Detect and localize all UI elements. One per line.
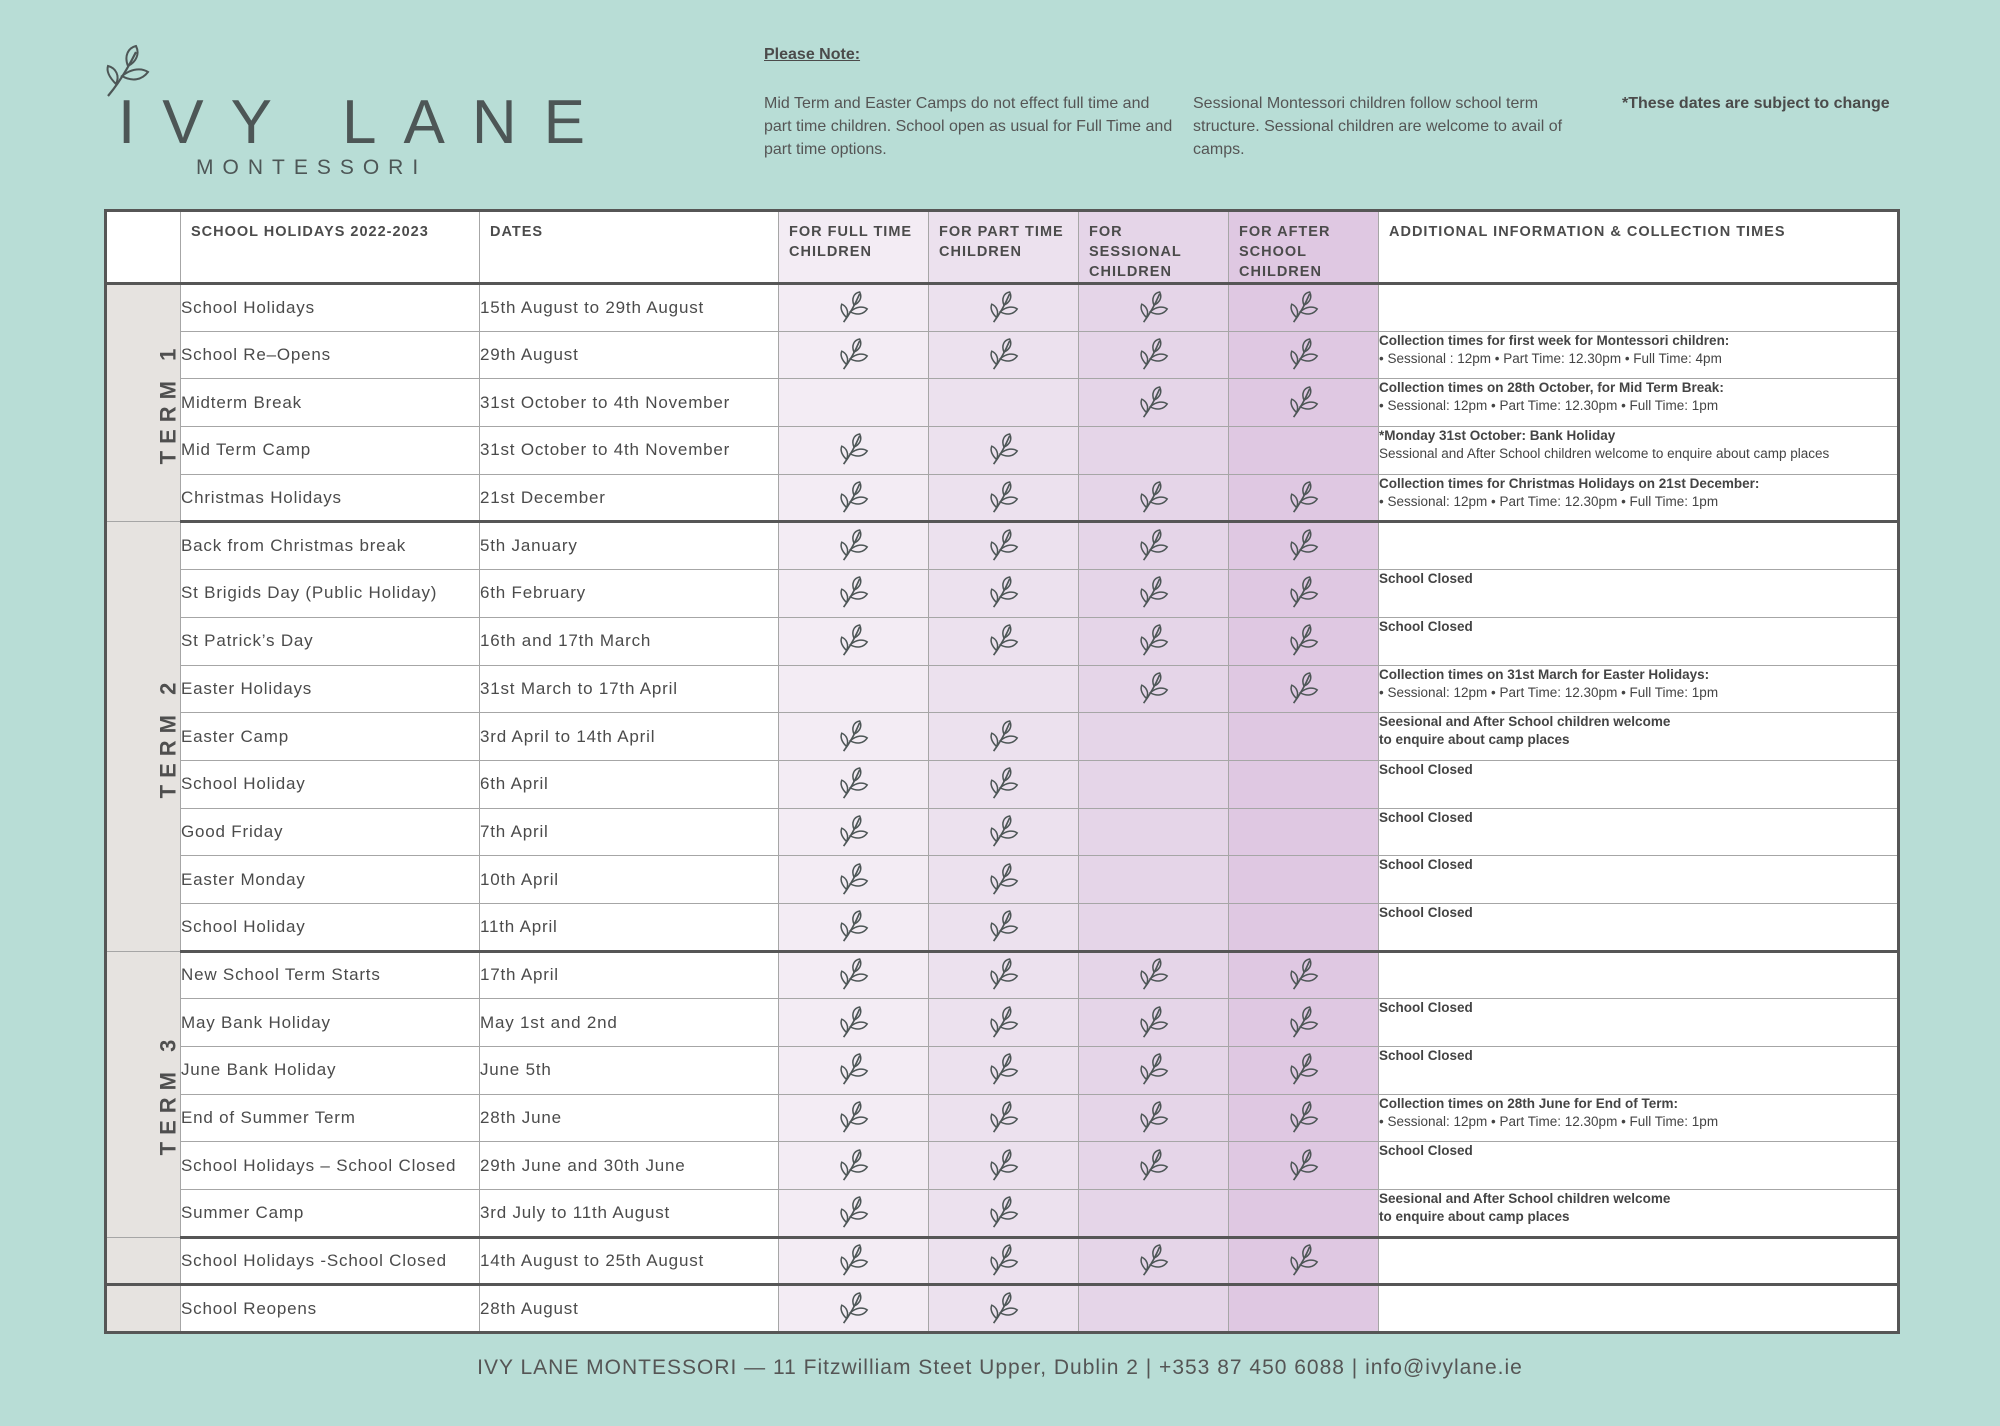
ivy-leaf-icon <box>1137 575 1171 611</box>
availability-cell <box>1079 713 1229 761</box>
availability-cell <box>929 1285 1079 1333</box>
table-row <box>106 951 1899 999</box>
holiday-name: School Holiday <box>181 903 480 951</box>
info-body: • Sessional: 12pm • Part Time: 12.30pm • Full Time: 1pm <box>1379 398 1719 414</box>
note-camps: Mid Term and Easter Camps do not effect full time and part time children. School open as usual for Full Time and part time options. <box>764 95 1173 158</box>
holiday-dates: May 1st and 2nd <box>480 999 779 1047</box>
availability-cell <box>929 284 1079 332</box>
availability-cell <box>1079 856 1229 904</box>
availability-cell <box>929 856 1079 904</box>
header-sessional: FOR SESSIONAL CHILDREN <box>1079 211 1229 284</box>
ivy-leaf-icon <box>837 862 871 898</box>
ivy-leaf-icon <box>837 719 871 755</box>
table-row <box>106 284 1899 332</box>
availability-cell <box>929 570 1079 618</box>
term-cell <box>106 522 181 951</box>
holiday-name: Easter Camp <box>181 713 480 761</box>
availability-cell <box>1229 665 1379 713</box>
holiday-dates: 14th August to 25th August <box>480 1237 779 1285</box>
ivy-leaf-icon <box>837 1291 871 1327</box>
holiday-dates: 6th April <box>480 760 779 808</box>
ivy-leaf-icon <box>837 1005 871 1041</box>
table-row <box>106 999 1899 1047</box>
ivy-leaf-icon <box>987 719 1021 755</box>
availability-cell <box>1229 284 1379 332</box>
ivy-leaf-icon <box>837 623 871 659</box>
ivy-leaf-icon <box>1137 480 1171 516</box>
ivy-leaf-icon <box>987 957 1021 993</box>
holiday-dates: 29th August <box>480 331 779 379</box>
ivy-leaf-icon <box>987 1291 1021 1327</box>
holiday-name: School Holidays – School Closed <box>181 1142 480 1190</box>
table-row <box>106 808 1899 856</box>
info-title: School Closed <box>1379 618 1473 634</box>
info-title: Seesional and After School children welcome <box>1379 714 1671 730</box>
table-row <box>106 331 1899 379</box>
note-subject-to-change: *These dates are subject to change <box>1622 95 1890 112</box>
holiday-name: School Holiday <box>181 760 480 808</box>
ivy-leaf-icon <box>837 1195 871 1231</box>
table-row <box>106 1190 1899 1238</box>
term-label: TERM 3 <box>155 1032 181 1156</box>
availability-cell <box>779 856 929 904</box>
info-title: School Closed <box>1379 809 1473 825</box>
holiday-dates: 31st October to 4th November <box>480 379 779 427</box>
table-row <box>106 427 1899 475</box>
term-label: TERM 1 <box>155 341 181 465</box>
holiday-dates: 15th August to 29th August <box>480 284 779 332</box>
additional-info <box>1379 903 1899 951</box>
header-full-time: FOR FULL TIME CHILDREN <box>779 211 929 284</box>
info-body: to enquire about camp places <box>1379 1209 1570 1225</box>
table-row <box>106 1142 1899 1190</box>
ivy-leaf-icon <box>837 1148 871 1184</box>
availability-cell <box>1229 570 1379 618</box>
availability-cell <box>929 474 1079 522</box>
info-title: School Closed <box>1379 571 1473 587</box>
holiday-dates: 29th June and 30th June <box>480 1142 779 1190</box>
holiday-name: Back from Christmas break <box>181 522 480 570</box>
holiday-name: Good Friday <box>181 808 480 856</box>
ivy-leaf-icon <box>1287 671 1321 707</box>
additional-info <box>1379 379 1899 427</box>
availability-cell <box>929 1142 1079 1190</box>
holiday-dates: 17th April <box>480 951 779 999</box>
ivy-leaf-icon <box>837 957 871 993</box>
additional-info <box>1379 522 1899 570</box>
ivy-leaf-icon <box>987 575 1021 611</box>
ivy-leaf-icon <box>987 480 1021 516</box>
ivy-leaf-icon <box>987 528 1021 564</box>
table-row <box>106 760 1899 808</box>
additional-info <box>1379 427 1899 475</box>
header-part-time: FOR PART TIME CHILDREN <box>929 211 1079 284</box>
holiday-name: Christmas Holidays <box>181 474 480 522</box>
ivy-leaf-icon <box>1287 528 1321 564</box>
info-body: • Sessional: 12pm • Part Time: 12.30pm • Full Time: 1pm <box>1379 1113 1719 1129</box>
additional-info <box>1379 808 1899 856</box>
availability-cell <box>779 1285 929 1333</box>
holiday-dates: 6th February <box>480 570 779 618</box>
availability-cell <box>929 1190 1079 1238</box>
logo-name: IVY LANE <box>118 88 613 157</box>
ivy-leaf-icon <box>1137 1052 1171 1088</box>
ivy-leaf-icon <box>987 623 1021 659</box>
info-title: Collection times for Christmas Holidays on 21st December: <box>1379 475 1760 491</box>
ivy-leaf-icon <box>1137 1148 1171 1184</box>
holiday-dates: 31st March to 17th April <box>480 665 779 713</box>
ivy-leaf-icon <box>1287 957 1321 993</box>
availability-cell <box>929 1047 1079 1095</box>
additional-info <box>1379 284 1899 332</box>
logo-subtitle: MONTESSORI <box>196 156 428 179</box>
availability-cell <box>929 951 1079 999</box>
availability-cell <box>1229 1094 1379 1142</box>
ivy-leaf-icon <box>1287 290 1321 326</box>
availability-cell <box>1079 379 1229 427</box>
ivy-leaf-icon <box>1287 480 1321 516</box>
ivy-leaf-icon <box>837 909 871 945</box>
additional-info <box>1379 951 1899 999</box>
additional-info <box>1379 570 1899 618</box>
holiday-name: New School Term Starts <box>181 951 480 999</box>
additional-info <box>1379 856 1899 904</box>
holiday-name: May Bank Holiday <box>181 999 480 1047</box>
additional-info <box>1379 713 1899 761</box>
holiday-name: School Holidays <box>181 284 480 332</box>
availability-cell <box>1079 951 1229 999</box>
ivy-leaf-icon <box>1137 623 1171 659</box>
table-row <box>106 856 1899 904</box>
info-title: School Closed <box>1379 1000 1473 1016</box>
availability-cell <box>929 713 1079 761</box>
availability-cell <box>779 1190 929 1238</box>
ivy-leaf-icon <box>1287 385 1321 421</box>
availability-cell <box>1229 1142 1379 1190</box>
availability-cell <box>779 522 929 570</box>
header-term <box>106 211 181 284</box>
availability-cell <box>1079 1190 1229 1238</box>
availability-cell <box>1079 903 1229 951</box>
holiday-dates: 21st December <box>480 474 779 522</box>
availability-cell <box>779 760 929 808</box>
info-title: School Closed <box>1379 857 1473 873</box>
ivy-leaf-icon <box>837 290 871 326</box>
availability-cell <box>1229 1237 1379 1285</box>
ivy-leaf-icon <box>837 575 871 611</box>
holiday-calendar-table <box>104 209 1900 1334</box>
info-title: Collection times on 31st March for Easter Holidays: <box>1379 666 1710 682</box>
ivy-leaf-icon <box>987 1052 1021 1088</box>
ivy-leaf-icon <box>1287 1243 1321 1279</box>
availability-cell <box>1229 1190 1379 1238</box>
info-title: School Closed <box>1379 1143 1473 1159</box>
additional-info <box>1379 1285 1899 1333</box>
availability-cell <box>779 570 929 618</box>
ivy-leaf-icon <box>987 909 1021 945</box>
availability-cell <box>1079 1285 1229 1333</box>
ivy-leaf-icon <box>1137 528 1171 564</box>
availability-cell <box>1229 999 1379 1047</box>
ivy-leaf-icon <box>1137 1243 1171 1279</box>
availability-cell <box>1229 522 1379 570</box>
table-row <box>106 474 1899 522</box>
table-row <box>106 570 1899 618</box>
table-row <box>106 1285 1899 1333</box>
availability-cell <box>779 331 929 379</box>
holiday-name: Easter Monday <box>181 856 480 904</box>
holiday-name: School Holidays -School Closed <box>181 1237 480 1285</box>
ivy-leaf-icon <box>1137 671 1171 707</box>
term-cell <box>106 951 181 1237</box>
availability-cell <box>929 665 1079 713</box>
ivy-leaf-icon <box>837 480 871 516</box>
availability-cell <box>1079 1047 1229 1095</box>
availability-cell <box>929 379 1079 427</box>
holiday-dates: 3rd July to 11th August <box>480 1190 779 1238</box>
term-label: TERM 2 <box>155 675 181 798</box>
additional-info <box>1379 331 1899 379</box>
ivy-leaf-icon <box>1287 1005 1321 1041</box>
availability-cell <box>779 999 929 1047</box>
holiday-dates: 28th June <box>480 1094 779 1142</box>
term-cell <box>106 1237 181 1285</box>
info-title: Collection times on 28th June for End of Term: <box>1379 1095 1679 1111</box>
holiday-dates: 16th and 17th March <box>480 617 779 665</box>
note-sessional: Sessional Montessori children follow school term structure. Sessional children are welcome to avail of camps. <box>1193 95 1563 158</box>
availability-cell <box>929 1094 1079 1142</box>
availability-cell <box>1229 379 1379 427</box>
holiday-name: Easter Holidays <box>181 665 480 713</box>
table-row <box>106 1237 1899 1285</box>
holiday-name: End of Summer Term <box>181 1094 480 1142</box>
availability-cell <box>779 1094 929 1142</box>
holiday-name: St Patrick’s Day <box>181 617 480 665</box>
ivy-leaf-icon <box>987 766 1021 802</box>
additional-info <box>1379 999 1899 1047</box>
table-row <box>106 903 1899 951</box>
availability-cell <box>779 951 929 999</box>
additional-info <box>1379 1047 1899 1095</box>
availability-cell <box>779 903 929 951</box>
additional-info <box>1379 474 1899 522</box>
ivy-leaf-icon <box>987 814 1021 850</box>
header-info: ADDITIONAL INFORMATION & COLLECTION TIMES <box>1379 211 1899 284</box>
availability-cell <box>929 999 1079 1047</box>
availability-cell <box>1079 760 1229 808</box>
availability-cell <box>1229 713 1379 761</box>
info-body: to enquire about camp places <box>1379 732 1570 748</box>
availability-cell <box>1229 1285 1379 1333</box>
ivy-leaf-icon <box>1137 337 1171 373</box>
holiday-dates: 31st October to 4th November <box>480 427 779 475</box>
availability-cell <box>929 522 1079 570</box>
ivy-leaf-icon <box>987 1195 1021 1231</box>
header-after-school: FOR AFTER SCHOOL CHILDREN <box>1229 211 1379 284</box>
ivy-leaf-icon <box>1137 385 1171 421</box>
header-holiday: SCHOOL HOLIDAYS 2022-2023 <box>181 211 480 284</box>
additional-info <box>1379 665 1899 713</box>
availability-cell <box>1079 665 1229 713</box>
info-body: Sessional and After School children welcome to enquire about camp places <box>1379 446 1830 462</box>
additional-info <box>1379 1237 1899 1285</box>
additional-info <box>1379 1094 1899 1142</box>
holiday-name: Summer Camp <box>181 1190 480 1238</box>
ivy-leaf-icon <box>837 766 871 802</box>
availability-cell <box>779 284 929 332</box>
availability-cell <box>929 1237 1079 1285</box>
ivy-leaf-icon <box>1287 1148 1321 1184</box>
note-title: Please Note: <box>764 46 861 63</box>
table-row <box>106 665 1899 713</box>
ivy-leaf-icon <box>987 290 1021 326</box>
availability-cell <box>1229 617 1379 665</box>
ivy-leaf-icon <box>1287 1100 1321 1136</box>
footer-contact: IVY LANE MONTESSORI — 11 Fitzwilliam Steet Upper, Dublin 2 | +353 87 450 6088 | info@ivylane.ie <box>477 1356 1523 1379</box>
availability-cell <box>1229 856 1379 904</box>
ivy-leaf-icon <box>837 1243 871 1279</box>
ivy-leaf-icon <box>987 337 1021 373</box>
info-title: School Closed <box>1379 904 1473 920</box>
availability-cell <box>1079 522 1229 570</box>
availability-cell <box>1229 1047 1379 1095</box>
holiday-dates: 11th April <box>480 903 779 951</box>
availability-cell <box>779 665 929 713</box>
availability-cell <box>779 713 929 761</box>
availability-cell <box>779 1047 929 1095</box>
availability-cell <box>779 1237 929 1285</box>
holiday-dates: 3rd April to 14th April <box>480 713 779 761</box>
ivy-leaf-icon <box>837 337 871 373</box>
table-row <box>106 1094 1899 1142</box>
table-row <box>106 522 1899 570</box>
holiday-dates: 10th April <box>480 856 779 904</box>
info-title: *Monday 31st October: Bank Holiday <box>1379 428 1616 444</box>
additional-info <box>1379 760 1899 808</box>
ivy-leaf-icon <box>1137 1100 1171 1136</box>
availability-cell <box>1079 474 1229 522</box>
additional-info <box>1379 1190 1899 1238</box>
availability-cell <box>1229 760 1379 808</box>
availability-cell <box>929 808 1079 856</box>
holiday-dates: 7th April <box>480 808 779 856</box>
holiday-name: St Brigids Day (Public Holiday) <box>181 570 480 618</box>
availability-cell <box>929 617 1079 665</box>
info-title: Seesional and After School children welcome <box>1379 1191 1671 1207</box>
holiday-dates: 28th August <box>480 1285 779 1333</box>
info-title: Collection times on 28th October, for Mid Term Break: <box>1379 380 1724 396</box>
availability-cell <box>929 427 1079 475</box>
availability-cell <box>1079 999 1229 1047</box>
info-title: School Closed <box>1379 1048 1473 1063</box>
table-row <box>106 1047 1899 1095</box>
availability-cell <box>1229 427 1379 475</box>
header-dates: DATES <box>480 211 779 284</box>
table-row <box>106 617 1899 665</box>
ivy-leaf-icon <box>987 1005 1021 1041</box>
availability-cell <box>929 760 1079 808</box>
holiday-dates: 5th January <box>480 522 779 570</box>
holiday-name: June Bank Holiday <box>181 1047 480 1095</box>
availability-cell <box>779 379 929 427</box>
ivy-leaf-icon <box>1137 290 1171 326</box>
ivy-leaf-icon <box>987 1100 1021 1136</box>
availability-cell <box>779 617 929 665</box>
availability-cell <box>1079 1094 1229 1142</box>
info-body: • Sessional : 12pm • Part Time: 12.30pm • Full Time: 4pm <box>1379 350 1722 366</box>
ivy-leaf-icon <box>1137 1005 1171 1041</box>
availability-cell <box>779 1142 929 1190</box>
holiday-name: School Re–Opens <box>181 331 480 379</box>
availability-cell <box>1229 903 1379 951</box>
availability-cell <box>779 427 929 475</box>
availability-cell <box>929 903 1079 951</box>
ivy-leaf-icon <box>1287 575 1321 611</box>
ivy-leaf-icon <box>1287 337 1321 373</box>
ivy-leaf-icon <box>1137 957 1171 993</box>
term-cell <box>106 284 181 522</box>
availability-cell <box>779 474 929 522</box>
table-header-row <box>106 211 1899 284</box>
ivy-leaf-icon <box>837 528 871 564</box>
logo <box>100 44 613 184</box>
ivy-leaf-icon <box>987 432 1021 468</box>
availability-cell <box>1079 570 1229 618</box>
availability-cell <box>1229 951 1379 999</box>
info-body: • Sessional: 12pm • Part Time: 12.30pm • Full Time: 1pm <box>1379 684 1719 700</box>
availability-cell <box>779 808 929 856</box>
table-row <box>106 713 1899 761</box>
ivy-leaf-icon <box>987 862 1021 898</box>
ivy-leaf-icon <box>837 1052 871 1088</box>
ivy-leaf-icon <box>1287 1052 1321 1088</box>
availability-cell <box>1079 1142 1229 1190</box>
holiday-dates: June 5th <box>480 1047 779 1095</box>
availability-cell <box>1079 1237 1229 1285</box>
additional-info <box>1379 617 1899 665</box>
term-cell <box>106 1285 181 1333</box>
ivy-leaf-icon <box>837 1100 871 1136</box>
availability-cell <box>1229 331 1379 379</box>
availability-cell <box>1079 808 1229 856</box>
holiday-name: Mid Term Camp <box>181 427 480 475</box>
ivy-leaf-icon <box>987 1243 1021 1279</box>
availability-cell <box>929 331 1079 379</box>
availability-cell <box>1079 427 1229 475</box>
holiday-name: School Reopens <box>181 1285 480 1333</box>
availability-cell <box>1229 474 1379 522</box>
info-body: • Sessional: 12pm • Part Time: 12.30pm • Full Time: 1pm <box>1379 493 1719 509</box>
table-row <box>106 379 1899 427</box>
info-title: Collection times for first week for Montessori children: <box>1379 332 1730 348</box>
info-title: School Closed <box>1379 761 1473 777</box>
holiday-name: Midterm Break <box>181 379 480 427</box>
availability-cell <box>1229 808 1379 856</box>
availability-cell <box>1079 617 1229 665</box>
availability-cell <box>1079 284 1229 332</box>
ivy-leaf-icon <box>837 432 871 468</box>
ivy-leaf-icon <box>987 1148 1021 1184</box>
ivy-leaf-icon <box>1287 623 1321 659</box>
additional-info <box>1379 1142 1899 1190</box>
availability-cell <box>1079 331 1229 379</box>
ivy-leaf-icon <box>837 814 871 850</box>
